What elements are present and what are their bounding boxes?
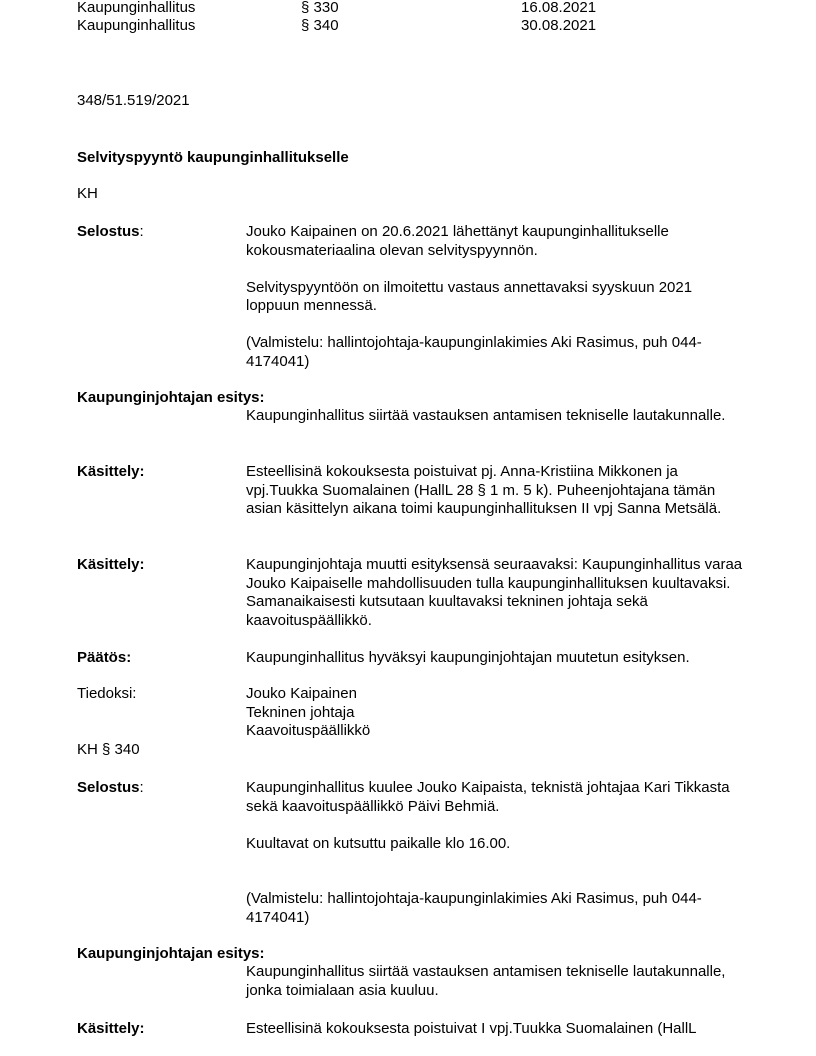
- esitys-text: Kaupunginhallitus siirtää vastauksen antamisen tekniselle lautakunnalle.: [246, 407, 726, 424]
- selostus-paragraph: Kaupunginhallitus kuulee Jouko Kaipaista, teknistä johtajaa Kari Tikkasta sekä kaavoituspäällikkö Päivi Behmiä.: [246, 779, 730, 815]
- tiedoksi-item: Jouko Kaipainen: [246, 685, 357, 702]
- history-body: Kaupunginhallitus: [77, 17, 196, 34]
- history-body: Kaupunginhallitus: [77, 0, 196, 16]
- page-title: Selvityspyyntö kaupunginhallitukselle: [77, 149, 349, 166]
- record-number: 348/51.519/2021: [77, 92, 190, 109]
- selostus-label: Selostus:: [77, 779, 144, 796]
- valmistelu-note: (Valmistelu: hallintojohtaja-kaupunginlakimies Aki Rasimus, puh 044-4174041): [246, 334, 702, 370]
- history-date: 30.08.2021: [521, 17, 597, 34]
- selostus-text: [246, 779, 746, 927]
- history-section: § 340: [301, 17, 339, 34]
- tiedoksi-list: [246, 685, 746, 741]
- selostus-paragraph: Kuultavat on kutsuttu paikalle klo 16.00.: [246, 834, 511, 852]
- selostus-paragraph: Jouko Kaipainen on 20.6.2021 lähettänyt kaupunginhallitukselle kokousmateriaalina olevan selvityspyynnön.: [246, 223, 669, 259]
- esitys-text: Kaupunginhallitus siirtää vastauksen antamisen tekniselle lautakunnalle, jonka toimialaan asia kuuluu.: [246, 963, 726, 999]
- tiedoksi-label: Tiedoksi:: [77, 685, 137, 702]
- selostus-paragraph: Selvityspyyntöön on ilmoitettu vastaus annettavaksi syyskuun 2021 loppuun mennessä.: [246, 278, 693, 314]
- history-row: [77, 17, 777, 36]
- paatos-text: Kaupunginhallitus hyväksyi kaupunginjohtajan muutetun esityksen.: [246, 649, 690, 666]
- kh-tag: KH: [77, 185, 98, 202]
- esitys-label: Kaupunginjohtajan esitys:: [77, 389, 265, 406]
- kasittely-label: Käsittely:: [77, 556, 145, 573]
- tiedoksi-item: Kaavoituspäällikkö: [246, 722, 371, 739]
- valmistelu-note: (Valmistelu: hallintojohtaja-kaupunginlakimies Aki Rasimus, puh 044-4174041): [246, 890, 702, 926]
- history-row: [77, 0, 777, 18]
- tiedoksi-item: Tekninen johtaja: [246, 703, 355, 721]
- kasittely-text: Esteellisinä kokouksesta poistuivat I vpj.Tuukka Suomalainen (HallL: [246, 1020, 697, 1037]
- kasittely-text: Esteellisinä kokouksesta poistuivat pj. Anna-Kristiina Mikkonen ja vpj.Tuukka Suomalainen (HallL 28 § 1 m. 5 k). Puheenjohtajana tämän asian käsittelyn aikana toimi kaupunginhallituksen II vpj Sanna Metsälä.: [246, 463, 722, 517]
- history-section: § 330: [301, 0, 339, 16]
- kasittely-text: Kaupunginjohtaja muutti esityksensä seuraavaksi: Kaupunginhallitus varaa Jouko Kaipaiselle mahdollisuuden tulla kaupunginhallituksen kuultavaksi. Samanaikaisesti kutsutaan kuultavaksi tekninen johtaja sekä kaavoituspäällikkö.: [246, 556, 743, 629]
- selostus-text: [246, 223, 746, 371]
- kh-section-tag: KH § 340: [77, 741, 140, 758]
- selostus-label: Selostus:: [77, 223, 144, 240]
- paatos-label: Päätös:: [77, 649, 132, 666]
- kasittely-label: Käsittely:: [77, 1020, 145, 1037]
- kasittely-label: Käsittely:: [77, 463, 145, 480]
- history-date: 16.08.2021: [521, 0, 597, 16]
- esitys-label: Kaupunginjohtajan esitys:: [77, 945, 265, 962]
